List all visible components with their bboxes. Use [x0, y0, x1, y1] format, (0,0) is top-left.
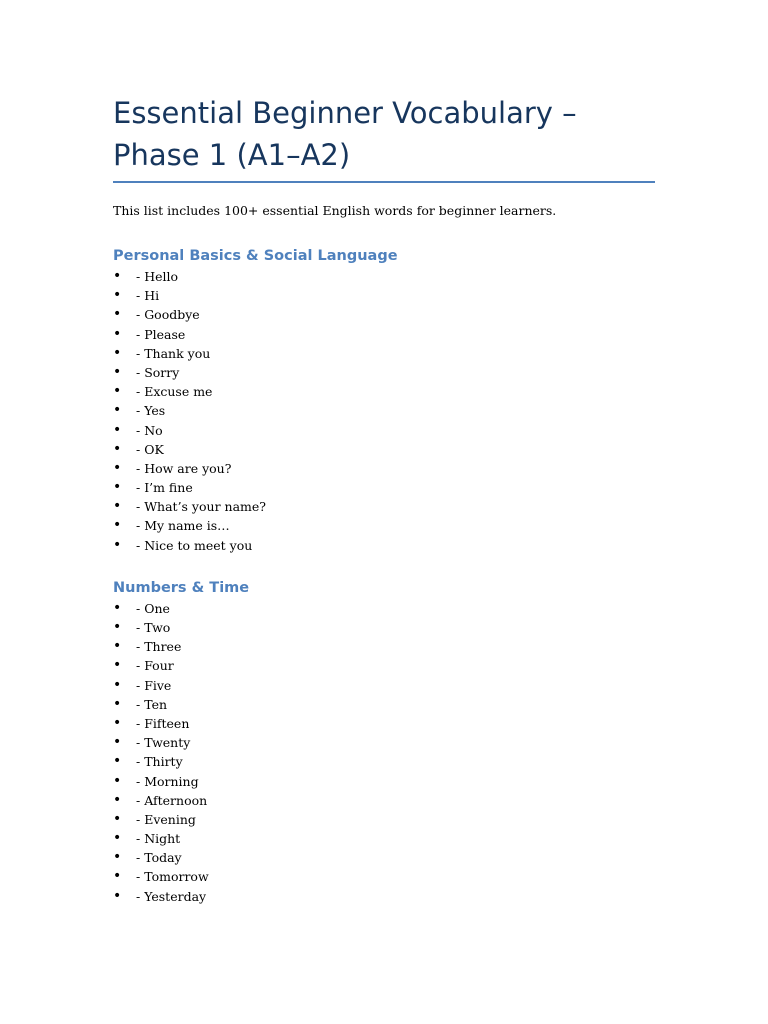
list-item-text: - OK — [136, 441, 164, 457]
list-item-text: - Hi — [136, 288, 160, 304]
bullet-icon: • — [113, 734, 122, 751]
list-item-text: - Please — [136, 326, 186, 342]
document-page — [113, 92, 655, 906]
list-item-text: - Excuse me — [136, 384, 213, 400]
list-item — [113, 656, 655, 675]
bullet-icon: • — [113, 517, 122, 534]
bullet-icon: • — [113, 619, 122, 635]
list-item — [113, 459, 655, 478]
list-item — [113, 267, 655, 286]
vocabulary-list — [113, 599, 655, 906]
bullet-icon: • — [113, 810, 122, 827]
list-item-text: - Tomorrow — [136, 869, 209, 885]
list-item — [113, 887, 655, 906]
bullet-icon: • — [113, 383, 122, 400]
bullet-icon: • — [113, 599, 122, 616]
list-item-text: - Today — [136, 850, 182, 866]
list-item — [113, 363, 655, 382]
list-item-text: - Yes — [136, 403, 166, 419]
bullet-icon: • — [113, 402, 122, 419]
bullet-icon: • — [113, 459, 122, 476]
list-item — [113, 848, 655, 867]
bullet-icon: • — [113, 887, 122, 904]
section-heading: Numbers & Time — [113, 579, 250, 596]
bullet-icon: • — [113, 306, 122, 323]
list-item-text: - No — [136, 422, 163, 438]
list-item-text: - My name is… — [136, 518, 230, 534]
bullet-icon: • — [113, 363, 122, 380]
list-item-text: - Goodbye — [136, 307, 200, 323]
vocabulary-list — [113, 267, 655, 555]
bullet-icon: • — [113, 536, 122, 553]
list-item-text: - Afternoon — [136, 792, 208, 808]
bullet-icon: • — [113, 830, 122, 847]
list-item — [113, 599, 655, 618]
list-item-text: - Evening — [136, 811, 196, 827]
list-item-text: - Morning — [136, 773, 199, 789]
intro-paragraph: This list includes 100+ essential English words for beginner learners. — [113, 203, 557, 218]
list-item — [113, 733, 655, 752]
list-item-text: - Yesterday — [136, 888, 207, 904]
list-item-text: - What’s your name? — [136, 499, 266, 515]
section-heading: Personal Basics & Social Language — [113, 248, 398, 264]
list-item-text: - Sorry — [136, 364, 180, 380]
list-item-text: - Thirty — [136, 754, 183, 770]
list-item-text: - Three — [136, 639, 182, 655]
list-item — [113, 478, 655, 497]
bullet-icon: • — [113, 325, 122, 342]
bullet-icon: • — [113, 638, 122, 655]
bullet-icon: • — [113, 287, 122, 304]
bullet-icon: • — [113, 479, 122, 496]
list-item-text: - Night — [136, 831, 181, 847]
list-item — [113, 421, 655, 440]
bullet-icon: • — [113, 421, 122, 438]
list-item — [113, 810, 655, 829]
list-item — [113, 516, 655, 535]
list-item — [113, 618, 655, 637]
bullet-icon: • — [113, 676, 122, 693]
bullet-icon: • — [113, 268, 122, 284]
section-numbers-time — [113, 578, 655, 906]
bullet-icon: • — [113, 440, 122, 457]
bullet-icon: • — [113, 657, 122, 674]
list-item — [113, 382, 655, 401]
list-item-text: - Four — [136, 658, 174, 674]
list-item — [113, 344, 655, 363]
list-item — [113, 536, 655, 555]
section-personal-basics — [113, 246, 655, 555]
list-item-text: - Two — [136, 620, 171, 635]
list-item — [113, 440, 655, 459]
list-item — [113, 286, 655, 305]
list-item — [113, 325, 655, 344]
list-item-text: - Five — [136, 677, 172, 693]
list-item-text: - Hello — [136, 269, 179, 284]
list-item-text: - Twenty — [136, 735, 191, 751]
bullet-icon: • — [113, 714, 122, 731]
bullet-icon: • — [113, 772, 122, 789]
list-item — [113, 714, 655, 733]
list-item — [113, 676, 655, 695]
list-item — [113, 867, 655, 886]
list-item — [113, 637, 655, 656]
list-item — [113, 401, 655, 420]
list-item-text: - I’m fine — [136, 480, 193, 496]
bullet-icon: • — [113, 498, 122, 515]
list-item — [113, 695, 655, 714]
bullet-icon: • — [113, 868, 122, 885]
list-item-text: - One — [136, 600, 170, 616]
bullet-icon: • — [113, 344, 122, 361]
bullet-icon: • — [113, 849, 122, 866]
list-item — [113, 772, 655, 791]
document-title: Essential Beginner Vocabulary – Phase 1 (A1–A2) — [113, 92, 655, 183]
bullet-icon: • — [113, 753, 122, 770]
list-item-text: - Fifteen — [136, 715, 190, 731]
list-item-text: - Nice to meet you — [136, 537, 253, 553]
bullet-icon: • — [113, 695, 122, 712]
list-item-text: - Thank you — [136, 345, 211, 361]
list-item — [113, 829, 655, 848]
list-item — [113, 305, 655, 324]
list-item — [113, 752, 655, 771]
list-item-text: - Ten — [136, 696, 168, 712]
list-item — [113, 497, 655, 516]
list-item — [113, 791, 655, 810]
list-item-text: - How are you? — [136, 460, 232, 476]
bullet-icon: • — [113, 791, 122, 808]
